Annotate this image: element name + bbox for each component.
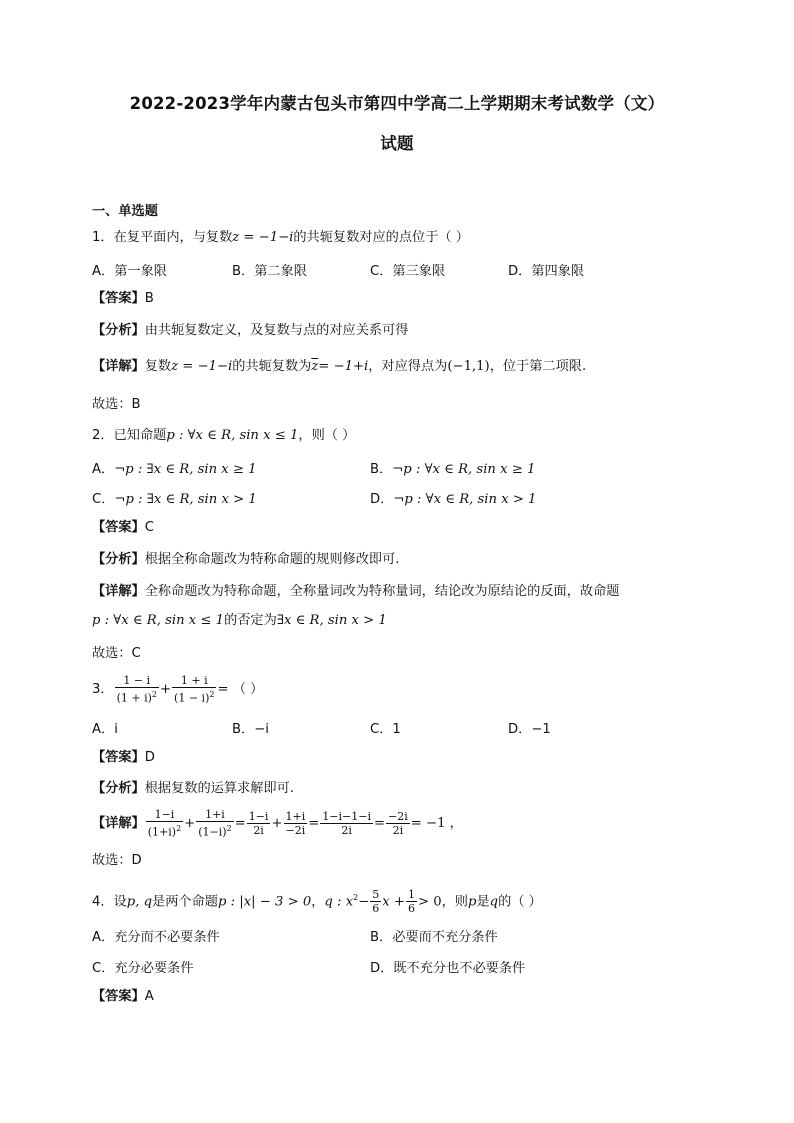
q2-option-c: C．¬p : ∃x ∈ R, sin x > 1 [92,492,257,507]
q3-option-c: C．1 [370,722,401,737]
q1-analysis: 【分析】由共轭复数定义，及复数与点的对应关系可得 [92,323,409,338]
q3-analysis: 【分析】根据复数的运算求解即可. [92,781,295,796]
q1-answer: 【答案】B [92,291,154,306]
document-title-line1: 2022-2023学年内蒙古包头市第四中学高二上学期期末考试数学（文） [129,94,665,113]
q3-detail-frac-2: $\frac{1+i}{(1-i)^2}$ [198,807,232,839]
q2-detail: 【详解】全称命题改为特称命题，全称量词改为特称量词，结论改为原结论的反面，故命题 [92,584,620,599]
q3-detail-frac-5: $\frac{1-i-1-i}{2i}$ [322,809,371,837]
q3-detail-frac-3: $\frac{1-i}{2i}$ [248,809,269,837]
q1-option-a: A．第一象限 [92,264,167,279]
q2-stem: 2．已知命题p : ∀x ∈ R, sin x ≤ 1，则（ ） [92,428,356,443]
q3-stem: 3． $\frac{1 - i}{(1 + i)^2}$ + $\frac{1 + i}{(1 - i)^2}$ = （ ） [92,673,264,705]
q1-detail: 【详解】复数z = −1−i的共轭复数为$\overline{z}= -1+i$，对应得点为(−1,1)，位于第二项限. [92,359,587,374]
q2-analysis: 【分析】根据全称命题改为特称命题的规则修改即可. [92,552,400,567]
q4-option-c: C．充分必要条件 [92,961,194,976]
q4-fraction-1: $\frac{5}{6}$ [372,887,380,915]
q4-answer: 【答案】A [92,989,154,1004]
q3-fraction-2: $\frac{1 + i}{(1 - i)^2}$ [174,673,215,705]
q3-option-d: D．−1 [508,722,551,737]
q2-choose: 故选：C [92,646,141,661]
q3-detail-frac-4: $\frac{1+i}{-2i}$ [285,809,306,837]
q3-fraction-1: $\frac{1 - i}{(1 + i)^2}$ [116,673,157,705]
q3-detail: 【详解】 $\frac{1-i}{(1+i)^2}$ + $\frac{1+i}{(1-i)^2}$ = $\frac{1-i}{2i}$ + $\frac{1+i}{-2i}$ = $\frac{1-i-1-i}{2i}$ = $\frac{-2i}{2i}$ = −1 ， [92,807,463,839]
q1-option-d: D．第四象限 [508,264,585,279]
q2-option-d: D．¬p : ∀x ∈ R, sin x > 1 [370,492,537,507]
q2-answer: 【答案】C [92,520,154,535]
q1-choose: 故选：B [92,397,141,412]
q3-answer: 【答案】D [92,750,155,765]
q4-option-b: B．必要而不充分条件 [370,930,498,945]
document-title-line2: 试题 [380,134,414,153]
q1-stem: 1．在复平面内，与复数z = −1−i的共轭复数对应的点位于（ ） [92,230,469,245]
q4-option-d: D．既不充分也不必要条件 [370,961,526,976]
q3-option-b: B．−i [232,722,269,737]
q2-detail-cont: p : ∀x ∈ R, sin x ≤ 1的否定为∃x ∈ R, sin x > 1 [92,613,387,628]
q3-choose: 故选：D [92,853,142,868]
q3-detail-frac-1: $\frac{1-i}{(1+i)^2}$ [147,807,182,839]
q2-option-b: B．¬p : ∀x ∈ R, sin x ≥ 1 [370,462,536,477]
q1-option-c: C．第三象限 [370,264,446,279]
section-heading: 一、单选题 [92,204,158,219]
q2-option-a: A．¬p : ∃x ∈ R, sin x ≥ 1 [92,462,257,477]
q3-detail-frac-6: $\frac{-2i}{2i}$ [388,809,408,837]
q3-option-a: A．i [92,722,118,737]
q1-option-b: B．第二象限 [232,264,307,279]
q4-fraction-2: $\frac{1}{6}$ [407,887,415,915]
q4-option-a: A．充分而不必要条件 [92,930,220,945]
q4-stem: 4．设p, q是两个命题p : |x| − 3 > 0，q : $x^2-$ $\frac{5}{6}$ x + $\frac{1}{6}$ > 0，则p是q的（ ） [92,887,542,915]
